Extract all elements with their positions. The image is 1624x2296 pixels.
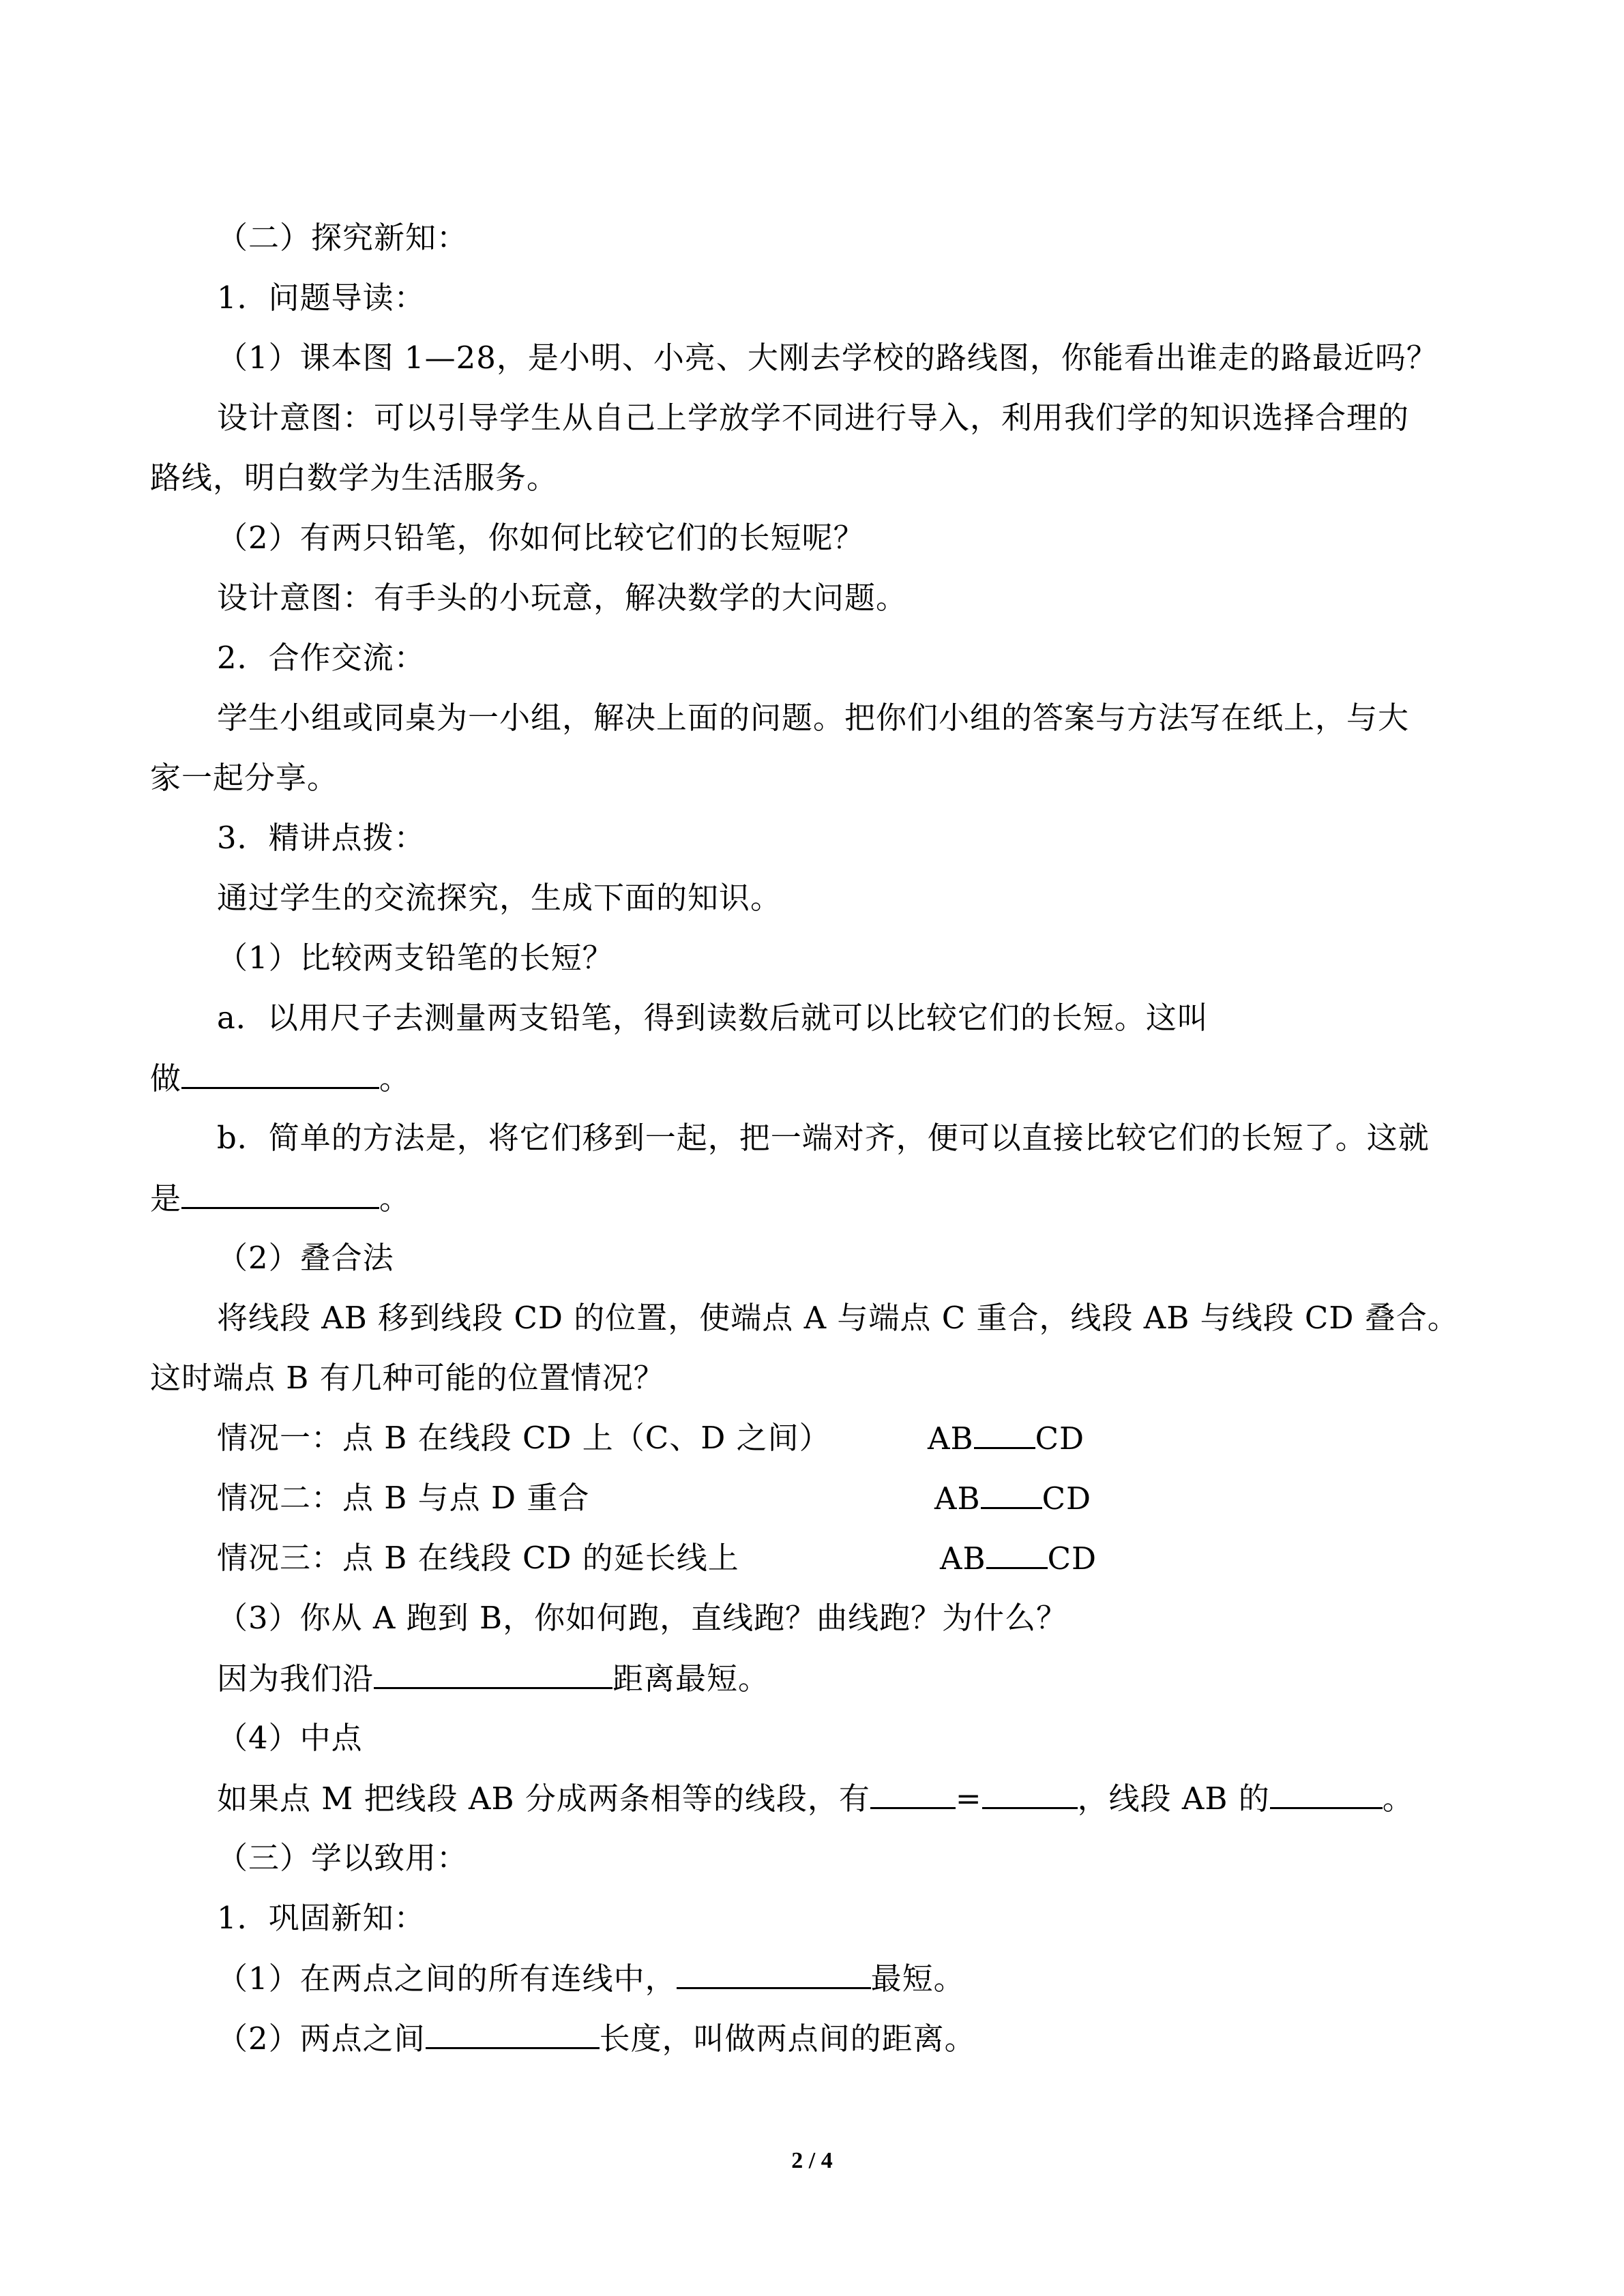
question-2: （2）有两只铅笔，你如何比较它们的长短呢？ — [217, 520, 865, 556]
section-two-title: （二）探究新知： — [217, 220, 469, 256]
label-cd: CD — [1047, 1540, 1097, 1577]
point-4-line-1 — [217, 1778, 1414, 1819]
point-a-line-1: a．以用尺子去测量两支铅笔，得到读数后就可以比较它们的长短。这叫 — [217, 1000, 1209, 1036]
blank-line — [870, 1778, 956, 1809]
consolidate-1-suffix: 最短。 — [870, 1960, 965, 1997]
point-4-middle: ，线段 AB 的 — [1077, 1780, 1270, 1817]
point-b-line-1: b．简单的方法是，将它们移到一起，把一端对齐，便可以直接比较它们的长短了。这就 — [217, 1120, 1430, 1156]
guidance-intro: 通过学生的交流探究，生成下面的知识。 — [217, 880, 782, 916]
design-intent-2: 设计意图：有手头的小玩意，解决数学的大问题。 — [217, 580, 908, 616]
point-3-prefix: 因为我们沿 — [217, 1660, 374, 1697]
point-3-heading: （3）你从 A 跑到 B，你如何跑，直线跑？曲线跑？为什么？ — [217, 1600, 1068, 1636]
page-number: 2 / 4 — [791, 2148, 833, 2173]
cooperation-line-1: 学生小组或同桌为一小组，解决上面的问题。把你们小组的答案与方法写在纸上，与大 — [217, 700, 1410, 736]
blank-line — [974, 1418, 1035, 1449]
blank-line — [982, 1778, 1078, 1809]
blank-line — [181, 1058, 379, 1089]
cooperation-heading: 2．合作交流： — [217, 640, 426, 676]
label-ab: AB — [928, 1420, 974, 1457]
point-b-suffix: 。 — [379, 1180, 411, 1217]
point-2-line-2: 这时端点 B 有几种可能的位置情况？ — [150, 1360, 665, 1396]
consolidate-2-prefix: （2）两点之间 — [217, 2021, 426, 2057]
question-1: （1）课本图 1—28，是小明、小亮、大刚去学校的路线图，你能看出谁走的路最近吗？ — [217, 340, 1438, 376]
point-4-heading: （4）中点 — [217, 1720, 363, 1756]
blank-line — [677, 1958, 871, 1989]
point-3-line-1 — [217, 1658, 769, 1699]
blank-line — [426, 2018, 600, 2049]
blank-line — [986, 1538, 1048, 1569]
case-1-text: 情况一：点 B 在线段 CD 上（C、D 之间） — [217, 1420, 831, 1456]
point-2-heading: （2）叠合法 — [217, 1240, 394, 1276]
point-b-line-2 — [150, 1178, 411, 1219]
point-3-suffix: 距离最短。 — [612, 1660, 770, 1697]
consolidate-2 — [217, 2018, 976, 2059]
blank-line — [374, 1658, 612, 1689]
label-cd: CD — [1035, 1420, 1085, 1457]
case-1-compare — [928, 1418, 1084, 1459]
design-intent-1-line-2: 路线，明白数学为生活服务。 — [150, 460, 559, 496]
point-4-suffix: 。 — [1382, 1780, 1414, 1817]
consolidate-1-prefix: （1）在两点之间的所有连线中， — [217, 1960, 677, 1997]
cooperation-line-2: 家一起分享。 — [150, 760, 339, 796]
blank-line — [1270, 1778, 1383, 1809]
point-a-suffix: 。 — [379, 1060, 411, 1097]
consolidate-2-suffix: 长度，叫做两点间的距离。 — [599, 2021, 976, 2057]
consolidate-1 — [217, 1958, 965, 1999]
point-1-heading: （1）比较两支铅笔的长短？ — [217, 940, 614, 976]
label-ab: AB — [940, 1540, 986, 1577]
point-4-prefix: 如果点 M 把线段 AB 分成两条相等的线段，有 — [217, 1780, 870, 1817]
design-intent-1-line-1: 设计意图：可以引导学生从自己上学放学不同进行导入，利用我们学的知识选择合理的 — [217, 400, 1410, 436]
point-a-prefix: 做 — [150, 1060, 182, 1097]
point-4-equals: = — [955, 1780, 982, 1817]
blank-line — [981, 1478, 1042, 1509]
question-intro-heading: 1．问题导读： — [217, 280, 426, 316]
point-2-line-1: 将线段 AB 移到线段 CD 的位置，使端点 A 与端点 C 重合，线段 AB 与线段 CD 叠合。 — [217, 1300, 1459, 1336]
point-b-prefix: 是 — [150, 1180, 182, 1217]
point-a-line-2 — [150, 1058, 411, 1099]
section-three-title: （三）学以致用： — [217, 1840, 469, 1876]
guidance-heading: 3．精讲点拨： — [217, 820, 426, 856]
label-ab: AB — [934, 1480, 981, 1517]
case-3-compare — [940, 1538, 1097, 1579]
case-2-text: 情况二：点 B 与点 D 重合 — [217, 1480, 590, 1516]
case-2-compare — [934, 1478, 1091, 1519]
blank-line — [181, 1178, 379, 1209]
label-cd: CD — [1042, 1480, 1092, 1517]
consolidate-heading: 1．巩固新知： — [217, 1900, 426, 1936]
case-3-text: 情况三：点 B 在线段 CD 的延长线上 — [217, 1540, 739, 1576]
